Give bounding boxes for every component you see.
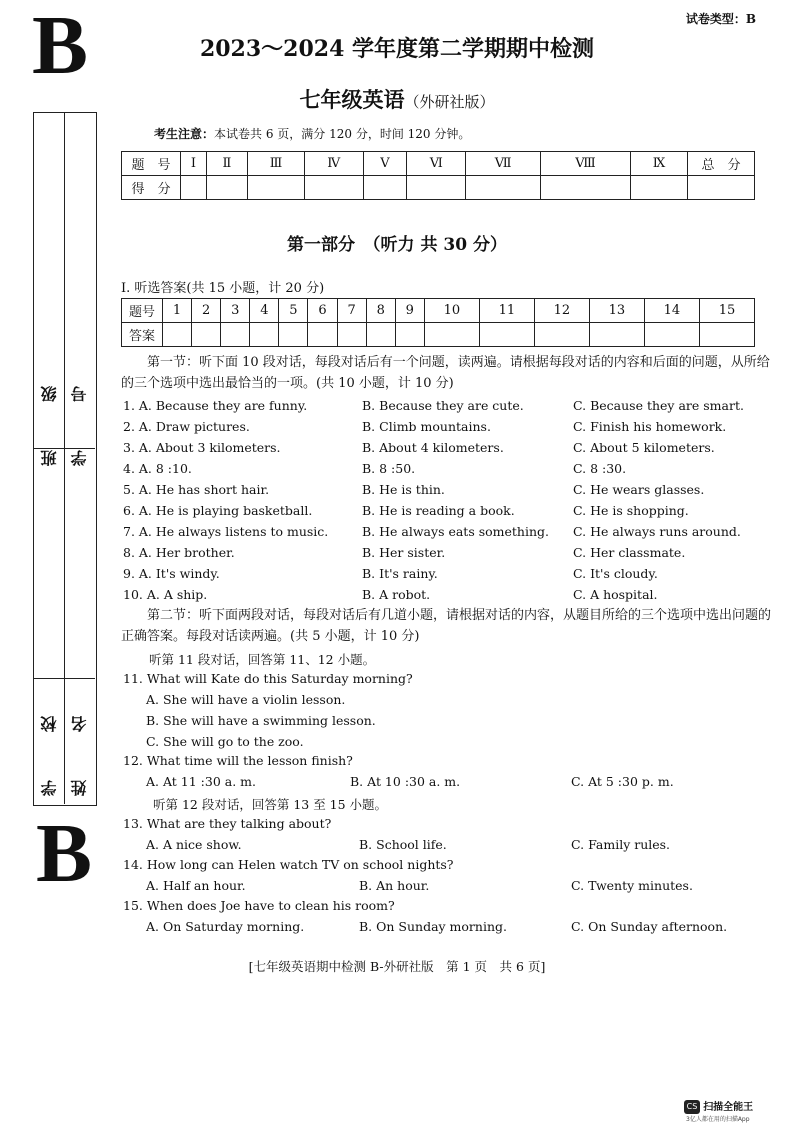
question-stem: 11. What will Kate do this Saturday morning? xyxy=(123,671,413,686)
question-option: B. About 4 kilometers. xyxy=(362,440,504,455)
answer-cell[interactable] xyxy=(589,323,644,347)
score-cell[interactable] xyxy=(206,176,247,200)
question-option: 7. A. He always listens to music. xyxy=(123,524,329,539)
question-option: C. Family rules. xyxy=(571,837,671,852)
question-option: C. Twenty minutes. xyxy=(571,878,693,893)
score-header-cell: Ⅰ xyxy=(181,152,207,176)
question-option: B. A robot. xyxy=(362,587,431,602)
question-option: 10. A. A ship. xyxy=(123,587,208,602)
part1-title: 第一部分 （听力 共 30 分） xyxy=(287,235,507,255)
question-number-cell: 13 xyxy=(589,299,644,323)
answer-cell[interactable] xyxy=(163,323,192,347)
question-number-cell: 11 xyxy=(479,299,534,323)
question-option: 5. A. He has short hair. xyxy=(123,482,270,497)
question-option: A. At 11 :30 a. m. xyxy=(146,774,256,789)
question-option: C. About 5 kilometers. xyxy=(573,440,715,455)
dialog11-instruction: 听第 11 段对话，回答第 11、12 小题。 xyxy=(149,652,376,667)
question-option: B. Because they are cute. xyxy=(362,398,524,413)
question-number-cell: 10 xyxy=(424,299,479,323)
question-number-cell: 7 xyxy=(337,299,366,323)
question-option: B. He always eats something. xyxy=(362,524,550,539)
name-label: 姓 名 xyxy=(70,700,89,796)
score-header-cell: Ⅶ xyxy=(466,152,541,176)
score-cell[interactable] xyxy=(688,176,755,200)
answer-cell[interactable] xyxy=(250,323,279,347)
question-option: C. At 5 :30 p. m. xyxy=(571,774,674,789)
section1-instructions: 第一节：听下面 10 段对话，每段对话后有一个问题，读两遍。请根据每段对话的内容和后面的问题，从所给的三个选项中选出最恰当的一项。(共 10 小题，计 10 分) xyxy=(121,355,770,391)
answer-cell[interactable] xyxy=(644,323,699,347)
question-stem: 13. What are they talking about? xyxy=(123,816,332,831)
class-label: 班 级 xyxy=(40,370,59,466)
question-number-cell: 9 xyxy=(395,299,424,323)
student-number-label: 学 号 xyxy=(70,370,89,466)
answer-table xyxy=(121,298,755,347)
question-stem: 12. What time will the lesson finish? xyxy=(123,753,353,768)
score-table-score-row xyxy=(122,176,755,200)
answer-cell[interactable] xyxy=(479,323,534,347)
answer-cell[interactable] xyxy=(192,323,221,347)
score-table xyxy=(121,151,755,200)
question-number-cell: 3 xyxy=(221,299,250,323)
answer-row-label: 答案 xyxy=(122,323,163,347)
question-option: C. 8 :30. xyxy=(573,461,627,476)
question-option: B. Climb mountains. xyxy=(362,419,491,434)
answer-cell[interactable] xyxy=(337,323,366,347)
question-number-cell: 15 xyxy=(699,299,754,323)
score-cell[interactable] xyxy=(631,176,688,200)
student-info-divider xyxy=(33,678,95,679)
answer-cell[interactable] xyxy=(221,323,250,347)
question-option: C. She will go to the zoo. xyxy=(146,734,304,749)
score-cell[interactable] xyxy=(363,176,407,200)
answer-cell[interactable] xyxy=(279,323,308,347)
answer-table-number-row xyxy=(122,299,755,323)
score-header-cell: Ⅸ xyxy=(631,152,688,176)
question-option: C. Because they are smart. xyxy=(573,398,744,413)
dialog12-instruction: 听第 12 段对话，回答第 13 至 15 小题。 xyxy=(153,797,388,812)
question-option: C. On Sunday afternoon. xyxy=(571,919,728,934)
answer-cell[interactable] xyxy=(366,323,395,347)
question-option: C. It's cloudy. xyxy=(573,566,658,581)
question-option: B. At 10 :30 a. m. xyxy=(350,774,461,789)
score-cell[interactable] xyxy=(304,176,363,200)
question-option: B. He is reading a book. xyxy=(362,503,515,518)
question-number-cell: 8 xyxy=(366,299,395,323)
question-option: C. He wears glasses. xyxy=(573,482,705,497)
score-header-cell: Ⅴ xyxy=(363,152,407,176)
question-number-cell: 14 xyxy=(644,299,699,323)
score-cell[interactable] xyxy=(181,176,207,200)
question-option: C. He always runs around. xyxy=(573,524,741,539)
question-option: B. She will have a swimming lesson. xyxy=(146,713,376,728)
student-info-divider xyxy=(64,112,65,804)
answer-cell[interactable] xyxy=(308,323,337,347)
score-header-cell: Ⅷ xyxy=(540,152,630,176)
question-option: B. Her sister. xyxy=(362,545,446,560)
scanner-watermark xyxy=(684,1098,753,1114)
question-option: A. On Saturday morning. xyxy=(146,919,305,934)
scanner-app-name: 扫描全能王 xyxy=(703,1102,754,1113)
question-option: B. An hour. xyxy=(359,878,430,893)
question-option: B. It's rainy. xyxy=(362,566,438,581)
notice-text: 本试卷共 6 页，满分 120 分，时间 120 分钟。 xyxy=(214,127,471,141)
exam-title: 2023～2024 学年度第二学期期中检测 xyxy=(199,36,595,62)
question-option: A. She will have a violin lesson. xyxy=(146,692,346,707)
question-option: 4. A. 8 :10. xyxy=(123,461,192,476)
answer-header-label: 题号 xyxy=(122,299,163,323)
page-footer: [七年级英语期中检测 B-外研社版 第 1 页 共 6 页] xyxy=(248,959,546,974)
score-table-header-row xyxy=(122,152,755,176)
edition: （外研社版） xyxy=(404,93,495,111)
score-cell[interactable] xyxy=(466,176,541,200)
question-option: C. Her classmate. xyxy=(573,545,686,560)
question-option: 2. A. Draw pictures. xyxy=(123,419,250,434)
school-label: 学 校 xyxy=(40,700,59,796)
question-number-cell: 6 xyxy=(308,299,337,323)
answer-cell[interactable] xyxy=(424,323,479,347)
paper-type-letter-bottom: B xyxy=(36,807,93,900)
question-option: 3. A. About 3 kilometers. xyxy=(123,440,281,455)
subject-name: 七年级英语 xyxy=(299,87,405,112)
question-option: C. Finish his homework. xyxy=(573,419,727,434)
score-cell[interactable] xyxy=(540,176,630,200)
question-option: B. He is thin. xyxy=(362,482,445,497)
answer-cell[interactable] xyxy=(699,323,754,347)
score-header-cell: Ⅱ xyxy=(206,152,247,176)
question-option: B. School life. xyxy=(359,837,447,852)
question-option: A. Half an hour. xyxy=(146,878,246,893)
answer-cell[interactable] xyxy=(395,323,424,347)
score-row-label: 得 分 xyxy=(122,176,181,200)
score-cell[interactable] xyxy=(407,176,466,200)
question-stem: 15. When does Joe have to clean his room? xyxy=(123,898,395,913)
question-option: 9. A. It's windy. xyxy=(123,566,220,581)
question-stem: 14. How long can Helen watch TV on school nights? xyxy=(123,857,454,872)
score-header-cell: 题 号 xyxy=(122,152,181,176)
score-header-cell: Ⅳ xyxy=(304,152,363,176)
question-option: B. 8 :50. xyxy=(362,461,416,476)
question-option: 1. A. Because they are funny. xyxy=(123,398,308,413)
paper-type-letter-top: B xyxy=(32,0,89,92)
exam-subtitle xyxy=(0,84,794,114)
scanner-tagline: 3亿人都在用的扫描App xyxy=(686,1116,750,1123)
paper-type-label: 试卷类型：B xyxy=(685,12,756,26)
answer-cell[interactable] xyxy=(534,323,589,347)
question-option: A. A nice show. xyxy=(146,837,242,852)
question-number-cell: 4 xyxy=(250,299,279,323)
question-option: 8. A. Her brother. xyxy=(123,545,235,560)
question-option: B. On Sunday morning. xyxy=(359,919,507,934)
question-number-cell: 1 xyxy=(163,299,192,323)
candidate-notice xyxy=(154,125,470,142)
section2-instructions: 第二节：听下面两段对话，每段对话后有几道小题，请根据对话的内容，从题目所给的三个选项中选出问题的正确答案。每段对话读两遍。(共 5 小题，计 10 分) xyxy=(121,608,772,644)
question-number-cell: 5 xyxy=(279,299,308,323)
section1-title: Ⅰ. 听选答案(共 15 小题，计 20 分) xyxy=(121,281,325,296)
question-option: C. A hospital. xyxy=(573,587,658,602)
question-option: C. He is shopping. xyxy=(573,503,689,518)
score-header-cell: Ⅲ xyxy=(248,152,305,176)
question-number-cell: 2 xyxy=(192,299,221,323)
question-option: 6. A. He is playing basketball. xyxy=(123,503,313,518)
notice-label: 考生注意： xyxy=(154,127,215,141)
score-cell[interactable] xyxy=(248,176,305,200)
scanner-logo-icon: CS xyxy=(684,1100,700,1114)
question-number-cell: 12 xyxy=(534,299,589,323)
answer-table-answer-row xyxy=(122,323,755,347)
score-header-cell: Ⅵ xyxy=(407,152,466,176)
score-header-cell: 总 分 xyxy=(688,152,755,176)
